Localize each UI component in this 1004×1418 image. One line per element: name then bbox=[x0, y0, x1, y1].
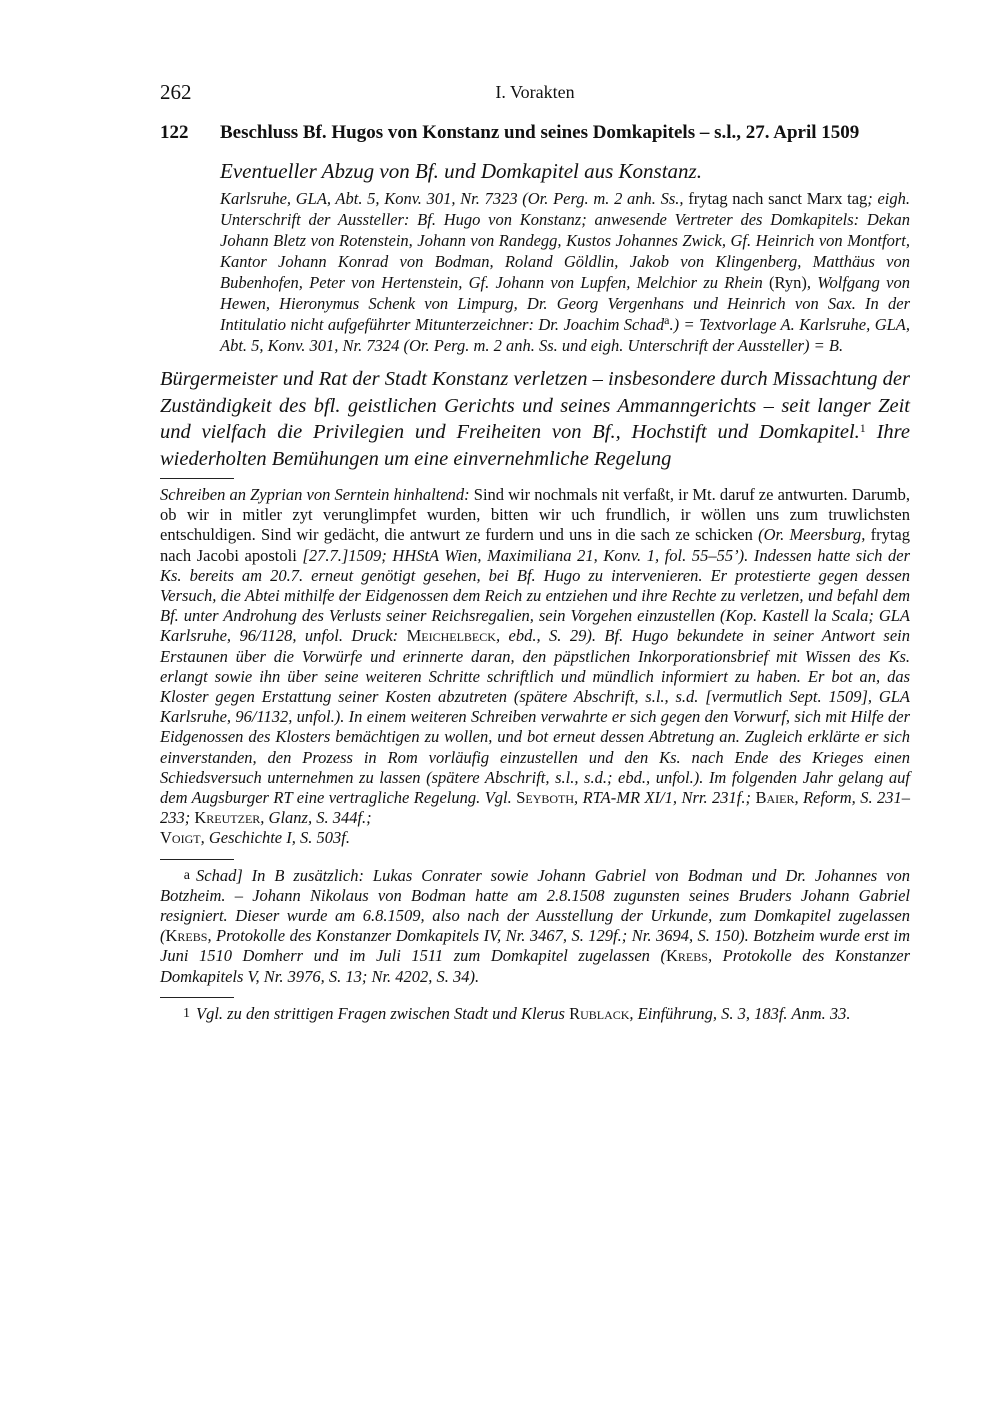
running-head bbox=[160, 80, 910, 108]
author-name: Krebs bbox=[666, 946, 708, 966]
fn-part: frytag nach Jacobi apostoli bbox=[160, 525, 910, 565]
footnote-separator bbox=[160, 859, 234, 860]
fn-part: , Glanz, S. 344f.; bbox=[260, 808, 372, 828]
footnote-marker-1[interactable]: 1 bbox=[859, 421, 866, 435]
footnote-continuation bbox=[160, 485, 910, 849]
source-part: , Wolfgang von Hewen, Hieronymus Schenk von Limpurg, Dr. Georg Vergenhans und Heinrich von Sax. In der Intitulatio nicht aufgeführter Mitunterzeichner: Dr. Joachim Schad bbox=[220, 273, 910, 334]
body-text bbox=[160, 366, 910, 472]
author-name: Krebs bbox=[165, 926, 208, 946]
fn-part: , Einführung, S. 3, 183f. Anm. 33. bbox=[629, 1003, 851, 1023]
entry-title: Beschluss Bf. Hugos von Konstanz und seines Domkapitels – s.l., 27. April 1509 bbox=[220, 122, 860, 143]
author-name: Kreutzer bbox=[194, 808, 261, 828]
regest: Eventueller Abzug von Bf. und Domkapitel aus Konstanz. bbox=[220, 159, 702, 183]
footnote-a bbox=[160, 866, 910, 987]
fn-part: , Reform, S. 231–233; bbox=[160, 788, 911, 828]
footnote-a-mark: a bbox=[183, 867, 190, 883]
page bbox=[160, 80, 910, 1024]
body-part: Ihre wiederholten Bemühungen um eine einvernehmliche Regelung bbox=[160, 421, 910, 470]
fn-part: Schad] In B zusätzlich: Lukas Conrater sowie Johann Gabriel von Bodman und Dr. Johannes von Botzheim. – Johann Nikolaus von Bodman hatte am 2.8.1508 zugunsten seines Bruders Johann Gabriel resigniert. Dieser wurde am 6.8.1509, also nach der Ausstellung der Urkunde, zum Domkapitel zugelassen ( bbox=[160, 865, 910, 946]
source-part: ; eigh. Unterschrift der Aussteller: Bf. Hugo von Konstanz; anwesende Vertreter des Domkapitels: Dekan Johann Bletz von Rotenstein, Johann von Randegg, Kustos Johannes Zwick, Gf. Heinrich von Montfort, Kantor Johann Konrad von Bodman, Roland Göldlin, Jakob von Klingenberg, Matthäus von Bubenhofen, Peter von Hertenstein, Gf. Johann von Lupfen, Melchior zu Rhein bbox=[220, 189, 911, 292]
fn-part: , RTA-MR XI/1, Nrr. 231f.; bbox=[574, 788, 752, 808]
footnote-1 bbox=[160, 1004, 910, 1024]
fn-part: , Protokolle des Konstanzer Domkapitels IV, Nr. 3467, S. 129f.; Nr. 3694, S. 150). Botzheim wurde erst im Juni 1510 Domherr und im Juli 1511 zum Domkapitel zugelassen ( bbox=[160, 926, 910, 966]
entry-heading bbox=[160, 122, 910, 144]
fn-part: , ebd., S. 29). Bf. Hugo bekundete in seiner Antwort sein Erstaunen über die Vorwürfe und erinnerte daran, den päpstlichen Inkorporationsbrief mit Wissen des Ks. erlangt sowie ihn über seine weiteren Schritte schriftlich und mündlich informiert zu haben. Er bot an, das Kloster gegen Erstattung seiner Kosten abzutreten (spätere Abschrift, s.l., s.d. [vermutlich Sept. 1509], GLA Karlsruhe, 96/1132, unfol.). In einem weiteren Schreiben verwahrte er sich gegen den Vorwurf, sich mit Hilfe der Eidgenossen des Klosters bemächtigen zu wollen, und bot erneut dessen Abtretung an. Zugleich erklärte er sich einverstanden, den Prozess in Rom vorläufig einzustellen und den Ks. nach Ende des Krieges einen Schiedsversuch unternehmen zu lassen (spätere Abschrift, s.l., s.d.; ebd., unfol.). Im folgenden Jahr gelang auf dem Augsburger RT eine vertragliche Regelung. Vgl. bbox=[160, 626, 911, 808]
footnote-separator bbox=[160, 478, 234, 479]
footnote-separator bbox=[160, 997, 234, 998]
fn-part: Vgl. zu den strittigen Fragen zwischen Stadt und Klerus bbox=[196, 1003, 565, 1023]
running-title: I. Vorakten bbox=[495, 82, 575, 102]
body-part: Bürgermeister und Rat der Stadt Konstanz verletzen – insbesondere durch Missachtung der Zuständigkeit des bfl. geistlichen Gerichts und seines Ammanngerichts – seit langer Zeit und vielfach die Privilegien und Freiheiten von Bf., Hochstift und Domkapitel. bbox=[160, 368, 910, 443]
author-name: Seyboth bbox=[516, 788, 575, 808]
footnote-1-mark: 1 bbox=[183, 1005, 190, 1021]
source-part: .) = Textvorlage A. Karlsruhe, GLA, Abt. 5, Konv. 301, Nr. 7324 (Or. Perg. m. 2 anh. Ss. und eigh. Unterschrift der Aussteller) = B. bbox=[220, 315, 910, 355]
footnote-marker-a[interactable]: a bbox=[664, 313, 670, 327]
author-name: Meichelbeck bbox=[406, 626, 496, 646]
fn-part: [27.7.]1509; HHStA Wien, Maximiliana 21, Konv. 1, fol. 55–55’). Indessen hatte sich der Ks. bereits am 20.7. erneut genötigt gesehen, bei Bf. Hugo zu intervenieren. Er protestierte gegen dessen Versuch, die Abtei mithilfe der Eidgenossen dem Reich zu entziehen und ihre Rechte zu verletzen, und befahl dem Bf. unter Androhung des Verlusts seiner Reichsregalien, sein Vorgehen einzustellen (Kop. Kastell la Scala; GLA Karlsruhe, 96/1128, unfol. Druck: bbox=[160, 545, 910, 646]
author-name: Rublack bbox=[569, 1003, 630, 1023]
source-description bbox=[220, 188, 910, 356]
fn-part: Schreiben an Zyprian von Serntein hinhaltend: bbox=[160, 485, 470, 504]
fn-part: , Protokolle des Konstanzer Domkapitels V, Nr. 3976, S. 13; Nr. 4202, S. 34). bbox=[160, 946, 910, 986]
fn-part: (Or. Meersburg, bbox=[752, 525, 866, 545]
source-part: Karlsruhe, GLA, Abt. 5, Konv. 301, Nr. 7323 (Or. Perg. m. 2 anh. Ss., bbox=[220, 189, 684, 208]
author-name: Voigt bbox=[160, 828, 201, 848]
source-variant: (Ryn) bbox=[769, 273, 807, 292]
entry-number: 122 bbox=[160, 122, 189, 143]
author-name: Baier bbox=[755, 788, 795, 808]
fn-part: Sind wir nochmals nit verfaßt, ir Mt. daruf ze antwurten. Darumb, ob wir in mitler zyt verunglimpfet wurden, bitten wir uch frundlich, ir wöllen uns zum truwlichsten entschuldigen. Sind wir gedächt, die antwurt ze furdern und uns in die sach ze schicken bbox=[160, 485, 911, 545]
fn-part: , Geschichte I, S. 503f. bbox=[200, 828, 350, 848]
source-dating: frytag nach sanct Marx tag bbox=[688, 189, 868, 208]
page-number: 262 bbox=[160, 80, 192, 104]
